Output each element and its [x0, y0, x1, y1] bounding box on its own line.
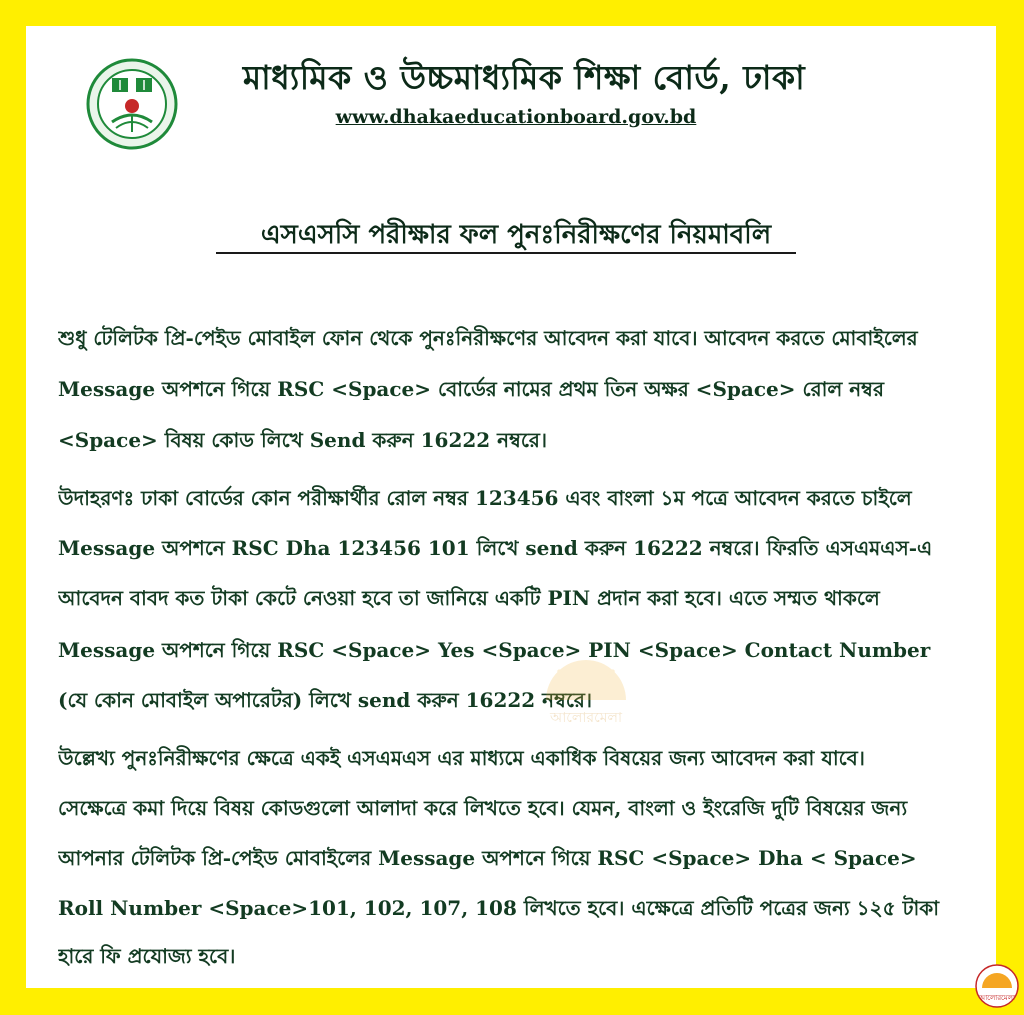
body-line: সেক্ষেত্রে কমা দিয়ে বিষয় কোডগুলো আলাদা করে লিখতে হবে। যেমন, বাংলা ও ইংরেজি দুটি বিষয়ের জন্য — [58, 796, 908, 820]
board-name-title: মাধ্যমিক ও উচ্চমাধ্যমিক শিক্ষা বোর্ড, ঢাকা — [242, 58, 806, 97]
body-line: Roll Number <Space>101, 102, 107, 108 লিখতে হবে। এক্ষেত্রে প্রতিটি পত্রের জন্য ১২৫ টাকা — [58, 896, 940, 920]
body-line: আবেদন বাবদ কত টাকা কেটে নেওয়া হবে তা জানিয়ে একটি PIN প্রদান করা হবে। এতে সম্মত থাকলে — [58, 586, 880, 610]
body-line: উল্লেখ্য পুনঃনিরীক্ষণের ক্ষেত্রে একই এসএমএস এর মাধ্যমে একাধিক বিষয়ের জন্য আবেদন করা যাবে। — [58, 746, 865, 770]
notice-heading: এসএসসি পরীক্ষার ফল পুনঃনিরীক্ষণের নিয়মাবলি — [260, 220, 772, 250]
notice-page — [26, 26, 996, 988]
body-line: Message অপশনে RSC Dha 123456 101 লিখে send করুন 16222 নম্বরে। ফিরতি এসএমএস-এ — [58, 536, 933, 560]
body-line: শুধু টেলিটক প্রি-পেইড মোবাইল ফোন থেকে পুনঃনিরীক্ষণের আবেদন করা যাবে। আবেদন করতে মোবাইলের — [58, 326, 918, 350]
watermark-logo-icon — [534, 660, 638, 732]
body-line: <Space> বিষয় কোড লিখে Send করুন 16222 নম্বরে। — [58, 428, 548, 452]
body-line: উদাহরণঃ ঢাকা বোর্ডের কোন পরীক্ষার্থীর রোল নম্বর 123456 এবং বাংলা ১ম পত্রে আবেদন করতে চাইলে — [58, 486, 912, 510]
body-line: Message অপশনে গিয়ে RSC <Space> Yes <Space> PIN <Space> Contact Number — [58, 638, 931, 662]
svg-text:আলোরমেলা: আলোরমেলা — [549, 710, 623, 726]
board-website-link[interactable]: www.dhakaeducationboard.gov.bd — [335, 106, 697, 128]
body-line: Message অপশনে গিয়ে RSC <Space> বোর্ডের নামের প্রথম তিন অক্ষর <Space> রোল নম্বর — [58, 377, 884, 401]
corner-logo-icon — [975, 964, 1019, 1008]
heading-underline — [216, 252, 796, 254]
body-line: হারে ফি প্রযোজ্য হবে। — [58, 944, 236, 968]
board-seal-icon — [82, 56, 182, 152]
body-line: আপনার টেলিটক প্রি-পেইড মোবাইলের Message অপশনে গিয়ে RSC <Space> Dha < Space> — [58, 846, 917, 870]
body-line: (যে কোন মোবাইল অপারেটর) লিখে send করুন 16222 নম্বরে। — [58, 688, 593, 712]
svg-text:আলোরমেলা: আলোরমেলা — [978, 994, 1016, 1002]
